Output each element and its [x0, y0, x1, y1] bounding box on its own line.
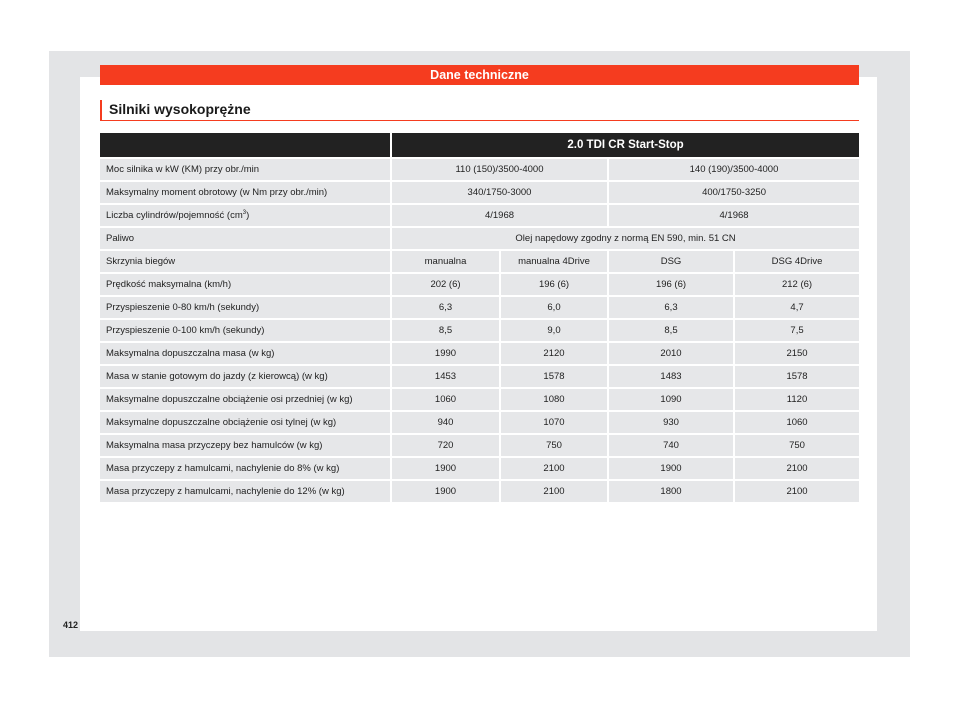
row-value: 750: [733, 435, 859, 456]
row-value: 930: [607, 412, 733, 433]
row-label-text: Masa przyczepy z hamulcami, nachylenie do 8% (w kg): [106, 463, 340, 474]
row-label-text: Paliwo: [106, 233, 134, 244]
row-value: 196 (6): [607, 274, 733, 295]
row-value: DSG 4Drive: [733, 251, 859, 272]
row-value: 940: [390, 412, 499, 433]
row-label-text: Maksymalny moment obrotowy (w Nm przy obr./min): [106, 187, 328, 198]
row-value: 1453: [390, 366, 499, 387]
row-label: [100, 343, 390, 364]
row-label: [100, 389, 390, 410]
row-value: 1800: [607, 481, 733, 502]
row-value: 4,7: [733, 297, 859, 318]
row-value: 2100: [733, 458, 859, 479]
row-value: manualna: [390, 251, 499, 272]
row-label: [100, 274, 390, 295]
row-label-text: Masa przyczepy z hamulcami, nachylenie do 12% (w kg): [106, 486, 345, 497]
row-value: 1900: [607, 458, 733, 479]
row-label-suffix: ): [246, 210, 250, 222]
row-value: 1060: [390, 389, 499, 410]
row-value: Olej napędowy zgodny z normą EN 590, min. 51 CN: [390, 228, 859, 249]
spec-table: [100, 131, 859, 504]
row-value: 9,0: [499, 320, 607, 341]
row-label: [100, 251, 390, 272]
row-value: 400/1750-3250: [607, 182, 859, 203]
page-number: 412: [63, 620, 79, 630]
row-value: 140 (190)/3500-4000: [607, 159, 859, 180]
row-value: 6,0: [499, 297, 607, 318]
table-row: [100, 435, 859, 456]
row-value: 196 (6): [499, 274, 607, 295]
row-value: 202 (6): [390, 274, 499, 295]
row-label-text: Maksymalne dopuszczalne obciążenie osi tylnej (w kg): [106, 417, 337, 428]
table-row: [100, 182, 859, 203]
table-row: [100, 320, 859, 341]
row-value: 750: [499, 435, 607, 456]
engine-header: 2.0 TDI CR Start-Stop: [390, 133, 859, 157]
table-header-row: [100, 133, 859, 157]
section-divider: [100, 120, 859, 121]
row-value: 2120: [499, 343, 607, 364]
row-label-text: Masa w stanie gotowym do jazdy (z kierowcą) (w kg): [106, 371, 328, 382]
row-label: [100, 412, 390, 433]
row-value: 2010: [607, 343, 733, 364]
row-label: [100, 458, 390, 479]
row-label-text: Maksymalna masa przyczepy bez hamulców (w kg): [106, 440, 323, 451]
row-label: [100, 228, 390, 249]
table-row: [100, 297, 859, 318]
row-value: 1120: [733, 389, 859, 410]
row-value: 340/1750-3000: [390, 182, 607, 203]
table-row: [100, 274, 859, 295]
chapter-title: Dane techniczne: [430, 68, 529, 82]
row-value: 8,5: [607, 320, 733, 341]
row-label-text: Liczba cylindrów/pojemność (cm: [106, 210, 243, 222]
row-label: [100, 366, 390, 387]
row-value: 2150: [733, 343, 859, 364]
header-empty-cell: [100, 133, 390, 157]
row-label-text: Prędkość maksymalna (km/h): [106, 279, 232, 290]
row-value: 6,3: [390, 297, 499, 318]
table-row: [100, 251, 859, 272]
table-row: [100, 458, 859, 479]
row-label: [100, 435, 390, 456]
row-label: [100, 182, 390, 203]
section-title: Silniki wysokoprężne: [100, 100, 251, 120]
row-label-text: Maksymalna dopuszczalna masa (w kg): [106, 348, 275, 359]
table-row: [100, 159, 859, 180]
row-value: 1070: [499, 412, 607, 433]
row-label-text: Przyspieszenie 0-100 km/h (sekundy): [106, 325, 265, 336]
row-value: 1900: [390, 481, 499, 502]
row-label-text: Przyspieszenie 0-80 km/h (sekundy): [106, 302, 260, 313]
row-label: [100, 159, 390, 180]
chapter-header: [100, 65, 859, 85]
row-value: DSG: [607, 251, 733, 272]
row-label: [100, 481, 390, 502]
row-label-text: Moc silnika w kW (KM) przy obr./min: [106, 164, 260, 175]
table-row: [100, 389, 859, 410]
table-row: [100, 366, 859, 387]
row-label-text: Maksymalne dopuszczalne obciążenie osi przedniej (w kg): [106, 394, 353, 405]
row-value: 6,3: [607, 297, 733, 318]
row-value: 1900: [390, 458, 499, 479]
row-value: 1090: [607, 389, 733, 410]
row-label: [100, 320, 390, 341]
row-value: 212 (6): [733, 274, 859, 295]
row-value: 740: [607, 435, 733, 456]
row-value: 2100: [499, 481, 607, 502]
row-value: 1060: [733, 412, 859, 433]
row-value: 1578: [499, 366, 607, 387]
table-row: [100, 412, 859, 433]
row-label-superscript: 3: [242, 209, 247, 216]
row-label: [100, 205, 390, 226]
table-row: [100, 343, 859, 364]
row-value: 1080: [499, 389, 607, 410]
table-row: [100, 228, 859, 249]
row-value: 2100: [733, 481, 859, 502]
row-label: [100, 297, 390, 318]
row-value: 1578: [733, 366, 859, 387]
row-value: 110 (150)/3500-4000: [390, 159, 607, 180]
row-value: 4/1968: [607, 205, 859, 226]
row-value: 1990: [390, 343, 499, 364]
row-value: 7,5: [733, 320, 859, 341]
row-value: 4/1968: [390, 205, 607, 226]
table-row: [100, 205, 859, 226]
row-value: 720: [390, 435, 499, 456]
row-value: 1483: [607, 366, 733, 387]
table-row: [100, 481, 859, 502]
row-value: 2100: [499, 458, 607, 479]
row-label-text: Skrzynia biegów: [106, 256, 176, 267]
row-value: manualna 4Drive: [499, 251, 607, 272]
row-value: 8,5: [390, 320, 499, 341]
